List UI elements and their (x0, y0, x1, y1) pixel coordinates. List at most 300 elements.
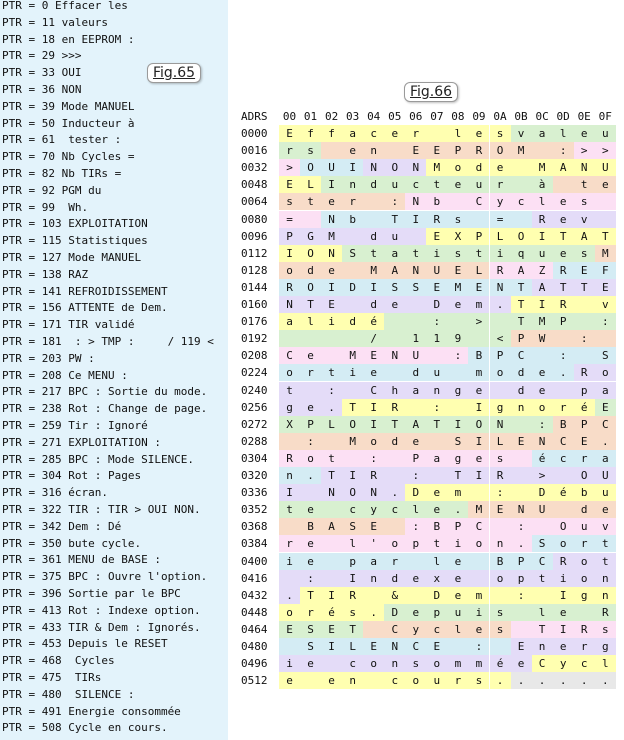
table-cell: t (574, 176, 595, 193)
table-cell: P (279, 228, 300, 245)
table-cell: e (321, 262, 342, 279)
table-cell: I (279, 484, 300, 501)
table-cell: I (342, 570, 363, 587)
table-cell: M (426, 159, 447, 176)
table-cell (490, 638, 511, 655)
table-cell: e (595, 176, 616, 193)
row-address: 0128 (241, 263, 268, 277)
table-cell (511, 621, 532, 638)
table-cell: T (553, 228, 574, 245)
table-cell (574, 604, 595, 621)
table-cell: E (490, 501, 511, 518)
ptr-line: PTR = 18 en EEPROM : (2, 32, 135, 46)
row-address: 0432 (241, 588, 268, 602)
table-cell: : (426, 313, 447, 330)
table-cell: l (405, 501, 426, 518)
table-cell: u (532, 245, 553, 262)
ptr-line: PTR = 208 Ce MENU : (2, 368, 128, 382)
table-cell: a (279, 313, 300, 330)
column-header: 0A (493, 110, 507, 123)
table-cell: i (342, 364, 363, 381)
table-cell: s (342, 604, 363, 621)
table-cell: o (574, 570, 595, 587)
table-cell: e (300, 347, 321, 364)
table-cell: r (405, 125, 426, 142)
table-cell (321, 142, 342, 159)
ptr-line: PTR = 304 Rot : Pages (2, 469, 142, 483)
table-cell (384, 313, 405, 330)
table-cell: e (595, 501, 616, 518)
ptr-line: PTR = 475 TIRs (2, 671, 102, 684)
table-cell: o (447, 159, 468, 176)
table-cell: e (553, 245, 574, 262)
table-cell (468, 330, 489, 347)
table-cell: N (363, 484, 384, 501)
column-header: 01 (303, 110, 318, 123)
table-cell: C (468, 193, 489, 210)
table-cell: I (363, 279, 384, 296)
table-cell: A (574, 228, 595, 245)
table-cell (447, 638, 468, 655)
table-cell: p (342, 553, 363, 570)
table-row (241, 433, 624, 450)
table-cell: C (532, 655, 553, 672)
table-cell: . (532, 672, 553, 689)
table-cell: O (300, 159, 321, 176)
table-cell: B (553, 416, 574, 433)
table-cell (574, 296, 595, 313)
table-cell: f (300, 125, 321, 142)
table-cell: 1 (426, 330, 447, 347)
table-cell: d (342, 313, 363, 330)
table-cell: R (553, 296, 574, 313)
table-cell: e (447, 296, 468, 313)
table-cell: : (595, 313, 616, 330)
table-cell: c (426, 621, 447, 638)
table-cell: A (321, 518, 342, 535)
table-cell: n (363, 142, 384, 159)
table-cell: s (490, 450, 511, 467)
column-header: 0D (556, 110, 570, 123)
row-address: 0080 (241, 212, 268, 226)
table-cell: e (468, 621, 489, 638)
table-cell (511, 450, 532, 467)
table-cell (321, 655, 342, 672)
ptr-line: PTR = 480 SILENCE : (2, 687, 135, 701)
table-cell (426, 125, 447, 142)
ptr-line: PTR = 70 Nb Cycles = (2, 150, 135, 164)
ptr-line: PTR = 115 Statistiques (2, 234, 148, 248)
table-cell: c (384, 501, 405, 518)
row-address: 0448 (241, 605, 268, 619)
table-cell: e (426, 484, 447, 501)
table-cell: E (595, 279, 616, 296)
table-cell: i (468, 604, 489, 621)
table-cell: U (595, 159, 616, 176)
table-cell (321, 501, 342, 518)
table-cell: e (405, 604, 426, 621)
table-cell (363, 621, 384, 638)
table-cell: C (553, 433, 574, 450)
ptr-line: PTR = 50 Inducteur à (2, 116, 135, 130)
table-cell: P (405, 450, 426, 467)
table-cell: u (384, 228, 405, 245)
row-address: 0144 (241, 280, 268, 294)
table-cell (342, 262, 363, 279)
table-cell: r (300, 364, 321, 381)
table-cell (300, 672, 321, 689)
table-cell: e (384, 296, 405, 313)
table-cell (321, 347, 342, 364)
table-cell: C (384, 621, 405, 638)
table-row (241, 484, 624, 501)
table-cell (279, 330, 300, 347)
ptr-line: PTR = 468 Cycles (2, 654, 115, 668)
table-cell: e (553, 604, 574, 621)
ptr-line: PTR = 156 ATTENTE de Dem. (2, 301, 168, 315)
table-cell: e (300, 535, 321, 552)
table-cell: e (468, 382, 489, 399)
table-row (241, 382, 624, 399)
table-cell (468, 570, 489, 587)
table-row (241, 347, 624, 364)
table-cell: E (405, 142, 426, 159)
table-row (241, 279, 624, 296)
table-cell: e (468, 450, 489, 467)
table-cell: e (300, 501, 321, 518)
table-cell: r (447, 672, 468, 689)
table-cell: R (426, 211, 447, 228)
table-cell: e (405, 433, 426, 450)
table-cell: . (595, 672, 616, 689)
table-cell: M (468, 501, 489, 518)
table-cell: . (595, 433, 616, 450)
table-cell: I (447, 416, 468, 433)
table-cell: X (447, 228, 468, 245)
table-cell: r (553, 399, 574, 416)
table-cell (553, 382, 574, 399)
table-cell: T (384, 416, 405, 433)
table-cell: n (595, 570, 616, 587)
table-cell: P (468, 228, 489, 245)
table-cell: s (490, 125, 511, 142)
table-cell (511, 159, 532, 176)
table-cell: T (321, 467, 342, 484)
table-cell: o (574, 553, 595, 570)
table-cell: A (511, 262, 532, 279)
table-cell: L (468, 262, 489, 279)
table-cell: y (490, 193, 511, 210)
table-cell (342, 296, 363, 313)
table-cell: d (405, 364, 426, 381)
table-cell: U (426, 262, 447, 279)
table-cell (468, 211, 489, 228)
table-cell: e (447, 176, 468, 193)
table-cell (342, 382, 363, 399)
table-cell: : (384, 193, 405, 210)
table-cell: ' (363, 535, 384, 552)
table-cell: O (342, 484, 363, 501)
ptr-line: PTR = 217 BPC : Sortie du mode. (2, 385, 208, 399)
table-row (241, 416, 624, 433)
table-cell: c (384, 672, 405, 689)
table-cell: R (468, 142, 489, 159)
ptr-line: PTR = 171 TIR validé (2, 318, 135, 332)
ptr-line: PTR = 361 MENU de BASE : (2, 553, 161, 567)
table-cell (511, 484, 532, 501)
table-cell: m (468, 364, 489, 381)
table-cell: c (363, 125, 384, 142)
table-cell: a (426, 450, 447, 467)
table-row (241, 655, 624, 672)
table-cell: O (553, 518, 574, 535)
table-cell: P (574, 416, 595, 433)
table-cell: I (321, 587, 342, 604)
table-cell: s (279, 193, 300, 210)
table-cell (384, 467, 405, 484)
table-cell (384, 364, 405, 381)
row-address: 0480 (241, 640, 268, 653)
row-address: 0272 (241, 417, 268, 431)
table-cell: E (363, 347, 384, 364)
table-cell: e (426, 501, 447, 518)
table-cell: N (405, 262, 426, 279)
table-cell: d (468, 159, 489, 176)
table-cell: & (384, 587, 405, 604)
ptr-line: PTR = 433 TIR & Dem : Ignorés. (2, 620, 201, 634)
row-address: 0240 (241, 383, 268, 397)
table-cell: C (595, 416, 616, 433)
column-header: 08 (451, 110, 465, 123)
table-cell (553, 467, 574, 484)
table-cell: B (426, 518, 447, 535)
table-cell: o (532, 399, 553, 416)
table-cell (321, 553, 342, 570)
table-cell: o (384, 535, 405, 552)
table-cell: p (574, 382, 595, 399)
table-cell: : (511, 518, 532, 535)
table-cell: S (342, 518, 363, 535)
table-cell: S (300, 638, 321, 655)
table-cell: S (384, 279, 405, 296)
table-row (241, 638, 624, 655)
table-cell: l (300, 313, 321, 330)
table-cell: g (595, 638, 616, 655)
table-cell: r (574, 450, 595, 467)
table-cell: E (363, 518, 384, 535)
table-cell: e (490, 159, 511, 176)
table-cell: l (447, 125, 468, 142)
table-cell: g (447, 450, 468, 467)
table-cell: T (300, 296, 321, 313)
column-header: 07 (430, 110, 444, 123)
table-cell: P (447, 518, 468, 535)
table-cell: M (363, 262, 384, 279)
row-address: 0304 (241, 451, 268, 465)
table-cell (342, 228, 363, 245)
row-address: 0352 (241, 503, 268, 517)
table-cell (595, 193, 616, 210)
table-cell: c (342, 501, 363, 518)
table-cell: t (300, 193, 321, 210)
table-cell: e (384, 125, 405, 142)
table-cell: T (574, 279, 595, 296)
table-cell: T (595, 228, 616, 245)
ptr-line: PTR = 491 Energie consommée (2, 704, 181, 718)
table-cell: / (363, 330, 384, 347)
table-cell: . (490, 296, 511, 313)
table-cell: i (279, 553, 300, 570)
table-cell: . (574, 672, 595, 689)
figure-65-label: Fig.65 (147, 63, 201, 83)
table-cell: o (300, 450, 321, 467)
table-cell: I (342, 467, 363, 484)
table-cell (553, 176, 574, 193)
table-cell (447, 313, 468, 330)
table-cell: . (384, 484, 405, 501)
table-cell: B (300, 518, 321, 535)
table-cell: e (553, 193, 574, 210)
table-cell: d (363, 176, 384, 193)
table-cell: B (490, 553, 511, 570)
ptr-line: PTR = 375 BPC : Ouvre l'option. (2, 570, 208, 584)
table-cell (490, 313, 511, 330)
table-cell: > (279, 159, 300, 176)
table-cell (490, 382, 511, 399)
table-cell: D (426, 587, 447, 604)
table-cell: M (532, 159, 553, 176)
table-cell: A (532, 279, 553, 296)
table-cell: X (279, 416, 300, 433)
table-cell: R (342, 587, 363, 604)
table-cell: s (574, 193, 595, 210)
table-cell: r (300, 604, 321, 621)
table-cell: I (321, 638, 342, 655)
table-row (241, 142, 624, 159)
table-row (241, 553, 624, 570)
table-cell: e (511, 655, 532, 672)
table-row (241, 159, 624, 176)
ptr-line: PTR = 127 Mode MANUEL (2, 251, 142, 264)
row-address: 0384 (241, 537, 268, 551)
table-cell: D (426, 296, 447, 313)
table-cell: I (553, 587, 574, 604)
table-cell: M (342, 347, 363, 364)
table-cell: m (447, 484, 468, 501)
table-cell: = (490, 211, 511, 228)
table-cell (511, 467, 532, 484)
table-cell: d (384, 570, 405, 587)
table-cell: . (553, 672, 574, 689)
row-address: 0000 (241, 127, 268, 140)
table-cell: a (595, 450, 616, 467)
table-cell: r (279, 142, 300, 159)
table-cell: s (595, 621, 616, 638)
table-cell: o (490, 364, 511, 381)
table-cell: C (468, 518, 489, 535)
table-cell: e (468, 125, 489, 142)
table-cell: : (511, 587, 532, 604)
table-cell: : (300, 570, 321, 587)
table-cell: I (363, 399, 384, 416)
table-cell: p (405, 535, 426, 552)
table-cell: a (405, 382, 426, 399)
table-cell: o (405, 672, 426, 689)
row-address: 0416 (241, 571, 268, 585)
table-cell: : (532, 416, 553, 433)
table-cell: : (447, 347, 468, 364)
table-cell: o (426, 655, 447, 672)
table-cell (405, 296, 426, 313)
table-cell: M (342, 433, 363, 450)
table-cell: a (342, 125, 363, 142)
table-cell (384, 518, 405, 535)
table-cell: . (553, 364, 574, 381)
table-cell (553, 330, 574, 347)
table-cell: r (384, 553, 405, 570)
table-cell: R (553, 262, 574, 279)
row-address: 0016 (241, 144, 268, 158)
table-cell: E (363, 638, 384, 655)
table-cell: l (553, 125, 574, 142)
table-cell: < (490, 330, 511, 347)
table-cell (300, 211, 321, 228)
table-cell: e (532, 382, 553, 399)
table-cell (490, 518, 511, 535)
table-cell: E (426, 228, 447, 245)
table-cell: E (595, 399, 616, 416)
table-cell: : (553, 142, 574, 159)
table-cell: n (426, 382, 447, 399)
table-row (241, 211, 624, 228)
row-address: 0336 (241, 486, 268, 500)
table-cell: u (384, 176, 405, 193)
ptr-line: PTR = 99 Wh. (2, 200, 89, 214)
table-cell: n (363, 570, 384, 587)
table-cell: Z (532, 262, 553, 279)
table-cell (279, 518, 300, 535)
table-cell: l (342, 535, 363, 552)
table-row (241, 296, 624, 313)
table-cell: e (532, 364, 553, 381)
table-cell (511, 176, 532, 193)
table-cell: I (363, 416, 384, 433)
table-cell (532, 518, 553, 535)
table-cell (300, 382, 321, 399)
column-header: 0E (577, 110, 591, 123)
table-cell: R (279, 450, 300, 467)
table-cell: l (595, 655, 616, 672)
table-cell: I (532, 296, 553, 313)
column-header: 04 (367, 110, 381, 123)
table-cell: e (342, 142, 363, 159)
table-cell (595, 330, 616, 347)
table-cell: M (447, 279, 468, 296)
table-cell: E (321, 296, 342, 313)
ptr-line: PTR = 238 Rot : Change de page. (2, 402, 208, 416)
table-cell: M (595, 245, 616, 262)
table-cell: l (532, 604, 553, 621)
table-row (241, 621, 624, 638)
table-cell: s (447, 245, 468, 262)
table-cell: . (300, 467, 321, 484)
table-cell: A (384, 262, 405, 279)
column-header: 03 (346, 110, 360, 123)
table-cell: D (384, 604, 405, 621)
table-cell (279, 638, 300, 655)
table-cell (468, 553, 489, 570)
table-cell: t (363, 245, 384, 262)
